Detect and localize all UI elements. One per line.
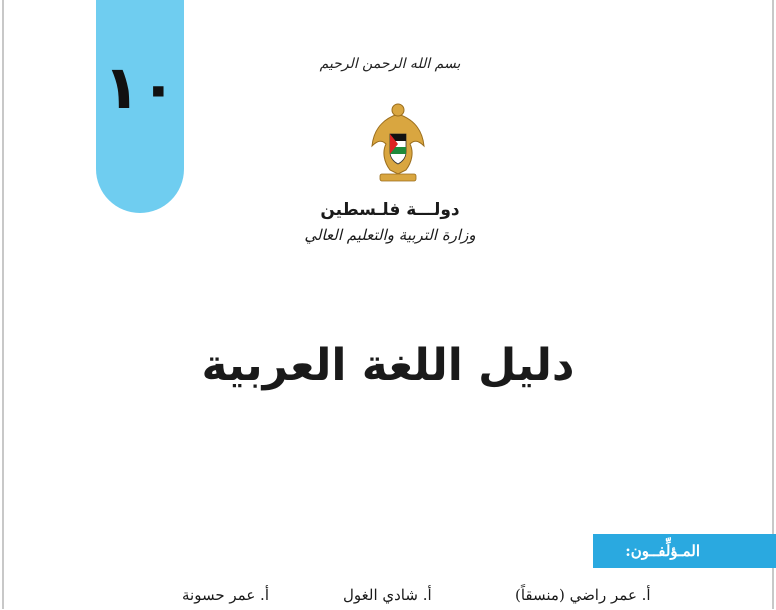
ministry-name: وزارة التربية والتعليم العالي: [304, 226, 476, 244]
authors-label: المـؤلِّفــون:: [625, 542, 700, 560]
author-3: أ. عمر حسونة: [182, 586, 269, 604]
basmala: بسم الله الرحمن الرحيم: [319, 56, 461, 72]
author-1: أ. عمر راضي (منسقاً): [515, 586, 651, 604]
book-title: دليل اللغة العربية: [201, 340, 575, 391]
author-2: أ. شادي الغول: [343, 586, 432, 604]
grade-number: ١٠: [103, 53, 177, 123]
state-name: دولـــة فلـسطين: [320, 200, 460, 220]
palestine-emblem-icon: [368, 100, 428, 188]
